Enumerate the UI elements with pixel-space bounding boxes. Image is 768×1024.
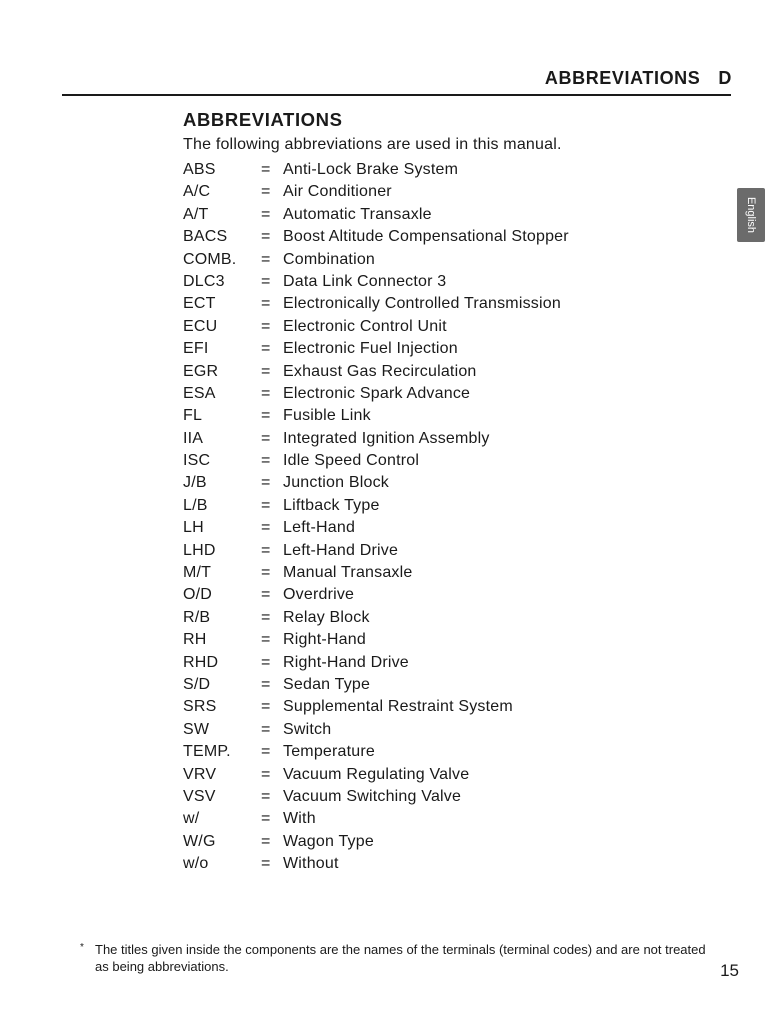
abbreviation-code: DLC3 bbox=[183, 272, 225, 290]
equals-sign: = bbox=[261, 317, 271, 335]
equals-sign: = bbox=[261, 362, 271, 380]
abbreviation-code: FL bbox=[183, 407, 203, 425]
abbreviation-meaning: Supplemental Restraint System bbox=[283, 698, 513, 716]
abbreviation-meaning: Data Link Connector 3 bbox=[283, 272, 447, 290]
equals-sign: = bbox=[261, 272, 271, 290]
abbreviation-row bbox=[183, 293, 569, 315]
header-rule bbox=[62, 94, 731, 96]
abbreviation-row bbox=[183, 629, 569, 651]
abbreviation-meaning: Relay Block bbox=[283, 608, 370, 626]
abbreviation-row bbox=[183, 808, 569, 830]
abbreviation-meaning: Switch bbox=[283, 720, 332, 738]
abbreviation-row bbox=[183, 562, 569, 584]
equals-sign: = bbox=[261, 743, 271, 761]
equals-sign: = bbox=[261, 183, 271, 201]
equals-sign: = bbox=[261, 250, 271, 268]
abbreviation-row bbox=[183, 607, 569, 629]
abbreviation-meaning: Air Conditioner bbox=[283, 183, 392, 201]
abbreviation-meaning: Right-Hand Drive bbox=[283, 653, 409, 671]
abbreviation-code: S/D bbox=[183, 675, 211, 693]
abbreviation-meaning: Overdrive bbox=[283, 586, 355, 604]
abbreviation-row bbox=[183, 764, 569, 786]
abbreviation-code: IIA bbox=[183, 429, 204, 447]
abbreviation-row bbox=[183, 831, 569, 853]
abbreviation-meaning: Electronic Spark Advance bbox=[283, 384, 471, 402]
abbreviation-meaning: Combination bbox=[283, 250, 376, 268]
abbreviation-row bbox=[183, 495, 569, 517]
equals-sign: = bbox=[261, 429, 271, 447]
abbreviation-row bbox=[183, 472, 569, 494]
abbreviation-row bbox=[183, 271, 569, 293]
abbreviation-meaning: Electronic Fuel Injection bbox=[283, 340, 458, 358]
abbreviation-row bbox=[183, 719, 569, 741]
abbreviation-meaning: Boost Altitude Compensational Stopper bbox=[283, 228, 569, 246]
equals-sign: = bbox=[261, 698, 271, 716]
footnote bbox=[80, 941, 720, 975]
equals-sign: = bbox=[261, 787, 271, 805]
abbreviation-row bbox=[183, 584, 569, 606]
page-header bbox=[545, 68, 732, 89]
abbreviation-code: SW bbox=[183, 720, 210, 738]
equals-sign: = bbox=[261, 586, 271, 604]
abbreviation-code: L/B bbox=[183, 496, 208, 514]
abbreviation-row bbox=[183, 674, 569, 696]
footnote-text: The titles given inside the components are the names of the terminals (terminal codes) and are not treated as being abbreviations. bbox=[95, 942, 706, 974]
abbreviation-row bbox=[183, 249, 569, 271]
abbreviation-code: R/B bbox=[183, 608, 211, 626]
equals-sign: = bbox=[261, 564, 271, 582]
language-tab-label: English bbox=[745, 196, 757, 234]
abbreviation-row bbox=[183, 741, 569, 763]
abbreviation-meaning: Fusible Link bbox=[283, 407, 371, 425]
equals-sign: = bbox=[261, 541, 271, 559]
abbreviation-row bbox=[183, 181, 569, 203]
abbreviation-meaning: Right-Hand bbox=[283, 631, 366, 649]
abbreviation-code: VRV bbox=[183, 765, 217, 783]
abbreviation-code: w/o bbox=[183, 855, 209, 873]
abbreviation-code: LH bbox=[183, 519, 204, 537]
footnote-mark: * bbox=[80, 942, 84, 953]
abbreviation-meaning: Vacuum Regulating Valve bbox=[283, 765, 470, 783]
abbreviation-code: EFI bbox=[183, 340, 209, 358]
abbreviation-meaning: Integrated Ignition Assembly bbox=[283, 429, 490, 447]
equals-sign: = bbox=[261, 608, 271, 626]
abbreviation-meaning: Manual Transaxle bbox=[283, 564, 413, 582]
abbreviation-row bbox=[183, 786, 569, 808]
abbreviation-row bbox=[183, 696, 569, 718]
abbreviation-meaning: Wagon Type bbox=[283, 832, 374, 850]
abbreviation-meaning: Junction Block bbox=[283, 474, 389, 492]
abbreviation-meaning: Anti-Lock Brake System bbox=[283, 161, 459, 178]
abbreviation-code: SRS bbox=[183, 698, 217, 716]
equals-sign: = bbox=[261, 855, 271, 873]
abbreviation-code: ESA bbox=[183, 384, 216, 402]
equals-sign: = bbox=[261, 407, 271, 425]
abbreviation-row bbox=[183, 338, 569, 360]
abbreviation-row bbox=[183, 450, 569, 472]
abbreviation-code: J/B bbox=[183, 474, 207, 492]
abbreviation-code: A/T bbox=[183, 205, 209, 223]
abbreviation-code: w/ bbox=[183, 810, 200, 828]
equals-sign: = bbox=[261, 496, 271, 514]
abbreviation-code: ECT bbox=[183, 295, 216, 313]
abbreviation-row bbox=[183, 159, 569, 181]
abbreviation-meaning: Vacuum Switching Valve bbox=[283, 787, 462, 805]
equals-sign: = bbox=[261, 720, 271, 738]
abbreviation-code: ISC bbox=[183, 452, 211, 470]
abbreviation-row bbox=[183, 517, 569, 539]
abbreviation-list bbox=[183, 159, 569, 876]
equals-sign: = bbox=[261, 205, 271, 223]
equals-sign: = bbox=[261, 765, 271, 783]
abbreviation-code: ABS bbox=[183, 161, 216, 178]
abbreviation-meaning: Idle Speed Control bbox=[283, 452, 420, 470]
abbreviation-code: ECU bbox=[183, 317, 218, 335]
header-title: ABBREVIATIONS bbox=[544, 68, 701, 88]
abbreviation-row bbox=[183, 405, 569, 427]
equals-sign: = bbox=[261, 519, 271, 537]
abbreviation-row bbox=[183, 361, 569, 383]
equals-sign: = bbox=[261, 340, 271, 358]
abbreviation-meaning: With bbox=[283, 810, 316, 828]
equals-sign: = bbox=[261, 384, 271, 402]
abbreviation-code: A/C bbox=[183, 183, 211, 201]
abbreviation-meaning: Automatic Transaxle bbox=[283, 205, 432, 223]
abbreviation-code: W/G bbox=[183, 832, 216, 850]
abbreviation-code: COMB. bbox=[183, 250, 237, 268]
abbreviation-meaning: Sedan Type bbox=[283, 675, 371, 693]
abbreviation-row bbox=[183, 853, 569, 875]
section-title: ABBREVIATIONS bbox=[183, 109, 343, 130]
abbreviation-meaning: Temperature bbox=[283, 743, 376, 761]
abbreviation-meaning: Left-Hand bbox=[283, 519, 356, 537]
abbreviation-meaning: Liftback Type bbox=[283, 496, 380, 514]
abbreviation-row bbox=[183, 383, 569, 405]
equals-sign: = bbox=[261, 228, 271, 246]
abbreviation-code: EGR bbox=[183, 362, 219, 380]
equals-sign: = bbox=[261, 295, 271, 313]
abbreviation-row bbox=[183, 652, 569, 674]
abbreviation-code: RH bbox=[183, 631, 207, 649]
abbreviation-code: LHD bbox=[183, 541, 216, 559]
abbreviation-row bbox=[183, 540, 569, 562]
abbreviation-row bbox=[183, 316, 569, 338]
header-section-letter: D bbox=[718, 68, 732, 88]
equals-sign: = bbox=[261, 631, 271, 649]
section-intro: The following abbreviations are used in this manual. bbox=[183, 136, 562, 153]
equals-sign: = bbox=[261, 161, 271, 178]
page-number: 15 bbox=[720, 961, 739, 980]
abbreviation-meaning: Electronically Controlled Transmission bbox=[283, 295, 561, 313]
abbreviation-code: RHD bbox=[183, 653, 219, 671]
equals-sign: = bbox=[261, 653, 271, 671]
equals-sign: = bbox=[261, 832, 271, 850]
abbreviation-code: VSV bbox=[183, 787, 216, 805]
abbreviation-meaning: Exhaust Gas Recirculation bbox=[283, 362, 477, 380]
abbreviation-meaning: Electronic Control Unit bbox=[283, 317, 447, 335]
equals-sign: = bbox=[261, 675, 271, 693]
abbreviation-code: BACS bbox=[183, 228, 228, 246]
equals-sign: = bbox=[261, 452, 271, 470]
abbreviation-code: M/T bbox=[183, 564, 212, 582]
abbreviation-meaning: Left-Hand Drive bbox=[283, 541, 399, 559]
equals-sign: = bbox=[261, 810, 271, 828]
language-tab-english bbox=[737, 188, 765, 242]
abbreviation-row bbox=[183, 204, 569, 226]
abbreviation-meaning: Without bbox=[283, 855, 339, 873]
abbreviation-code: TEMP. bbox=[183, 743, 231, 761]
abbreviation-code: O/D bbox=[183, 586, 213, 604]
equals-sign: = bbox=[261, 474, 271, 492]
abbreviation-row bbox=[183, 226, 569, 248]
abbreviation-row bbox=[183, 428, 569, 450]
